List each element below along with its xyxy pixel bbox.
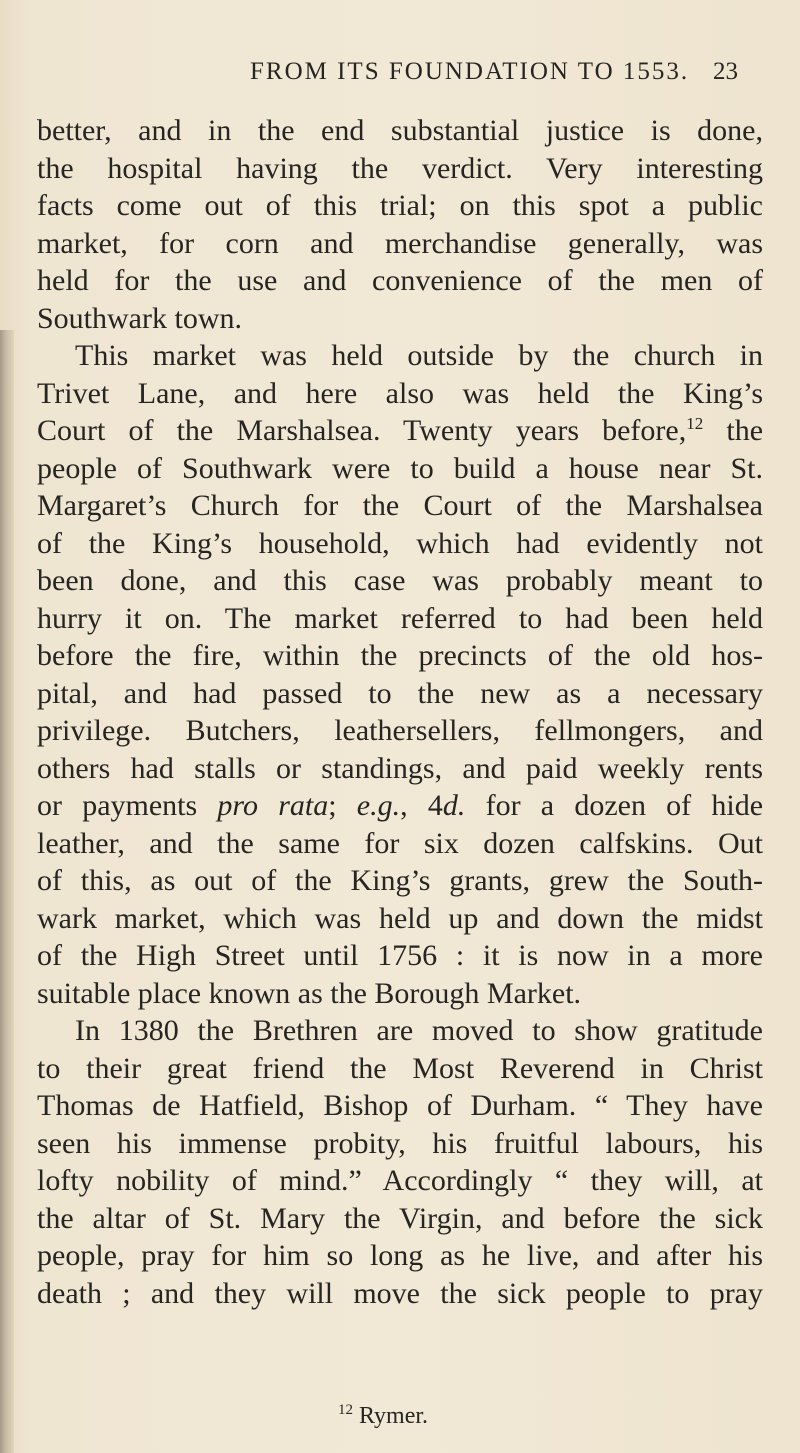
footnote-number: 12	[338, 1402, 353, 1418]
text-line: privilege. Butchers, leathersellers, fellmongers, and	[37, 714, 763, 747]
text-line: facts come out of this trial; on this spot a public	[37, 189, 763, 222]
body-text	[37, 112, 763, 1312]
text-line: leather, and the same for six dozen calfskins. Out	[37, 826, 763, 860]
binding-shadow	[0, 330, 14, 1453]
text-line: others had stalls or standings, and paid weekly rents	[37, 751, 763, 785]
text-line: lofty nobility of mind.” Accordingly “ they will, at	[37, 1164, 763, 1197]
text-line: market, for corn and merchandise generally, was	[37, 226, 763, 260]
text-line: before the fire, within the precincts of the old hos-	[37, 639, 763, 672]
text-line: This market was held outside by the church in	[75, 339, 763, 372]
text-line: Thomas de Hatfield, Bishop of Durham. “ They have	[37, 1089, 763, 1122]
text-line: wark market, which was held up and down the midst	[37, 901, 763, 935]
text-line: hurry it on. The market referred to had been held	[37, 601, 763, 635]
line-segment: ,	[400, 789, 408, 822]
text-line: Southwark town.	[37, 301, 242, 335]
footnote-text: Rymer.	[359, 1403, 429, 1429]
text-line: people, pray for him so long as he live, and after his	[37, 1239, 763, 1272]
page-number: 23	[713, 58, 738, 85]
text-line: the altar of St. Mary the Virgin, and before the sick	[37, 1201, 763, 1235]
text-line	[37, 787, 763, 825]
footnote	[338, 1402, 428, 1430]
page-header	[0, 58, 800, 98]
text-line: better, and in the end substantial justice is done,	[37, 114, 763, 147]
line-segment: or payments	[37, 789, 198, 822]
text-line: of the High Street until 1756 : it is now in a more	[37, 939, 763, 972]
line-segment: the	[726, 414, 764, 447]
running-head: FROM ITS FOUNDATION TO 1553.	[250, 58, 690, 85]
text-line: pital, and had passed to the new as a necessary	[37, 676, 763, 710]
text-line: of the King’s household, which had evidently not	[37, 526, 763, 560]
line-segment: Court of the Marshalsea. Twenty years before,	[37, 414, 687, 447]
line-segment: for a dozen of hide	[485, 789, 764, 822]
text-line: held for the use and convenience of the men of	[37, 264, 763, 297]
line-segment: ;	[328, 789, 337, 822]
text-line: of this, as out of the King’s grants, grew the South-	[37, 864, 763, 897]
text-line: been done, and this case was probably meant to	[37, 564, 763, 597]
text-line: to their great friend the Most Reverend in Christ	[37, 1051, 763, 1085]
italic-phrase: d.	[442, 789, 466, 822]
text-line: people of Southwark were to build a house near St.	[37, 451, 763, 485]
text-line: seen his immense probity, his fruitful labours, his	[37, 1126, 763, 1160]
text-line	[37, 412, 763, 450]
italic-phrase: e.g.	[356, 789, 401, 822]
text-line: Trivet Lane, and here also was held the King’s	[37, 376, 763, 410]
footnote-reference: 12	[686, 414, 704, 433]
text-line: In 1380 the Brethren are moved to show gratitude	[75, 1014, 763, 1047]
text-line: death ; and they will move the sick people to pray	[37, 1276, 763, 1310]
italic-phrase: pro rata	[217, 789, 329, 822]
text-line: the hospital having the verdict. Very interesting	[37, 151, 763, 185]
line-segment: 4	[427, 789, 443, 822]
text-line: suitable place known as the Borough Market.	[37, 976, 582, 1010]
text-line: Margaret’s Church for the Court of the Marshalsea	[37, 489, 763, 522]
